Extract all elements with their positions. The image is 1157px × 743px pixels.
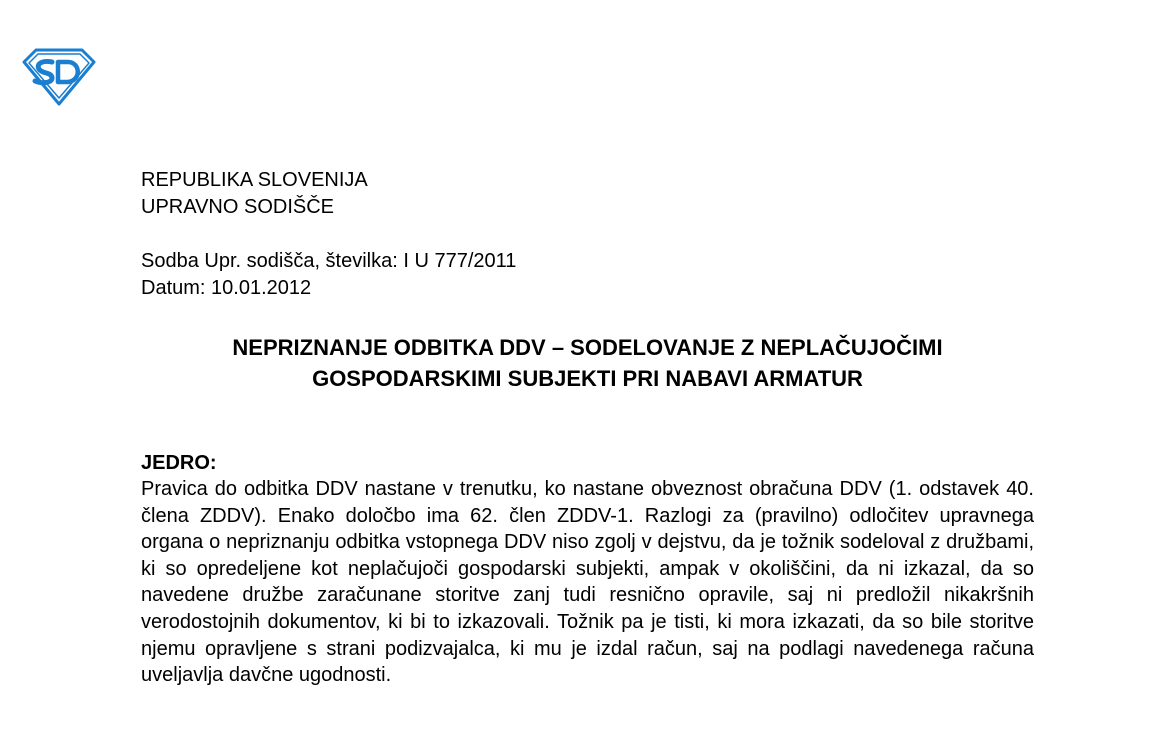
- core-paragraph: Pravica do odbitka DDV nastane v trenutku, ko nastane obveznost obračuna DDV (1. odstavek 40. člena ZDDV). Enako določbo ima 62. člen ZDDV-1. Razlogi za (pravilno) odločitev upravnega organa o nepriznanju odbitka vstopnega DDV niso zgolj v dejstvu, da je tožnik sodeloval z družbami, ki so opredeljene kot neplačujoči gospodarski subjekti, ampak v okoliščini, da ni izkazal, da so navedene družbe zaračunane storitve zanj tudi resnično opravile, saj ni predložil nikakršnih verodostojnih dokumentov, ki bi to izkazovali. Tožnik pa je tisti, ki mora izkazati, da so bile storitve njemu opravljene s strani podizvajalca, ki mu je izdal račun, saj na podlagi navedenega računa uveljavlja davčne ugodnosti.: [141, 478, 1034, 687]
- case-date: Datum: 10.01.2012: [141, 277, 312, 299]
- sd-logo: [22, 48, 96, 106]
- court-country: REPUBLIKA SLOVENIJA: [141, 169, 368, 191]
- case-info: [141, 248, 516, 302]
- title-line-1: NEPRIZNANJE ODBITKA DDV – SODELOVANJE Z NEPLAČUJOČIMI: [232, 335, 943, 360]
- title-line-2: GOSPODARSKIMI SUBJEKTI PRI NABAVI ARMATUR: [312, 366, 863, 391]
- court-header: [141, 167, 368, 221]
- court-name: UPRAVNO SODIŠČE: [141, 196, 334, 218]
- core-heading: JEDRO:: [141, 452, 217, 474]
- sd-shield-logo-icon: [22, 48, 96, 106]
- case-number: Sodba Upr. sodišča, številka: I U 777/2011: [141, 250, 517, 272]
- document-title: [141, 332, 1034, 394]
